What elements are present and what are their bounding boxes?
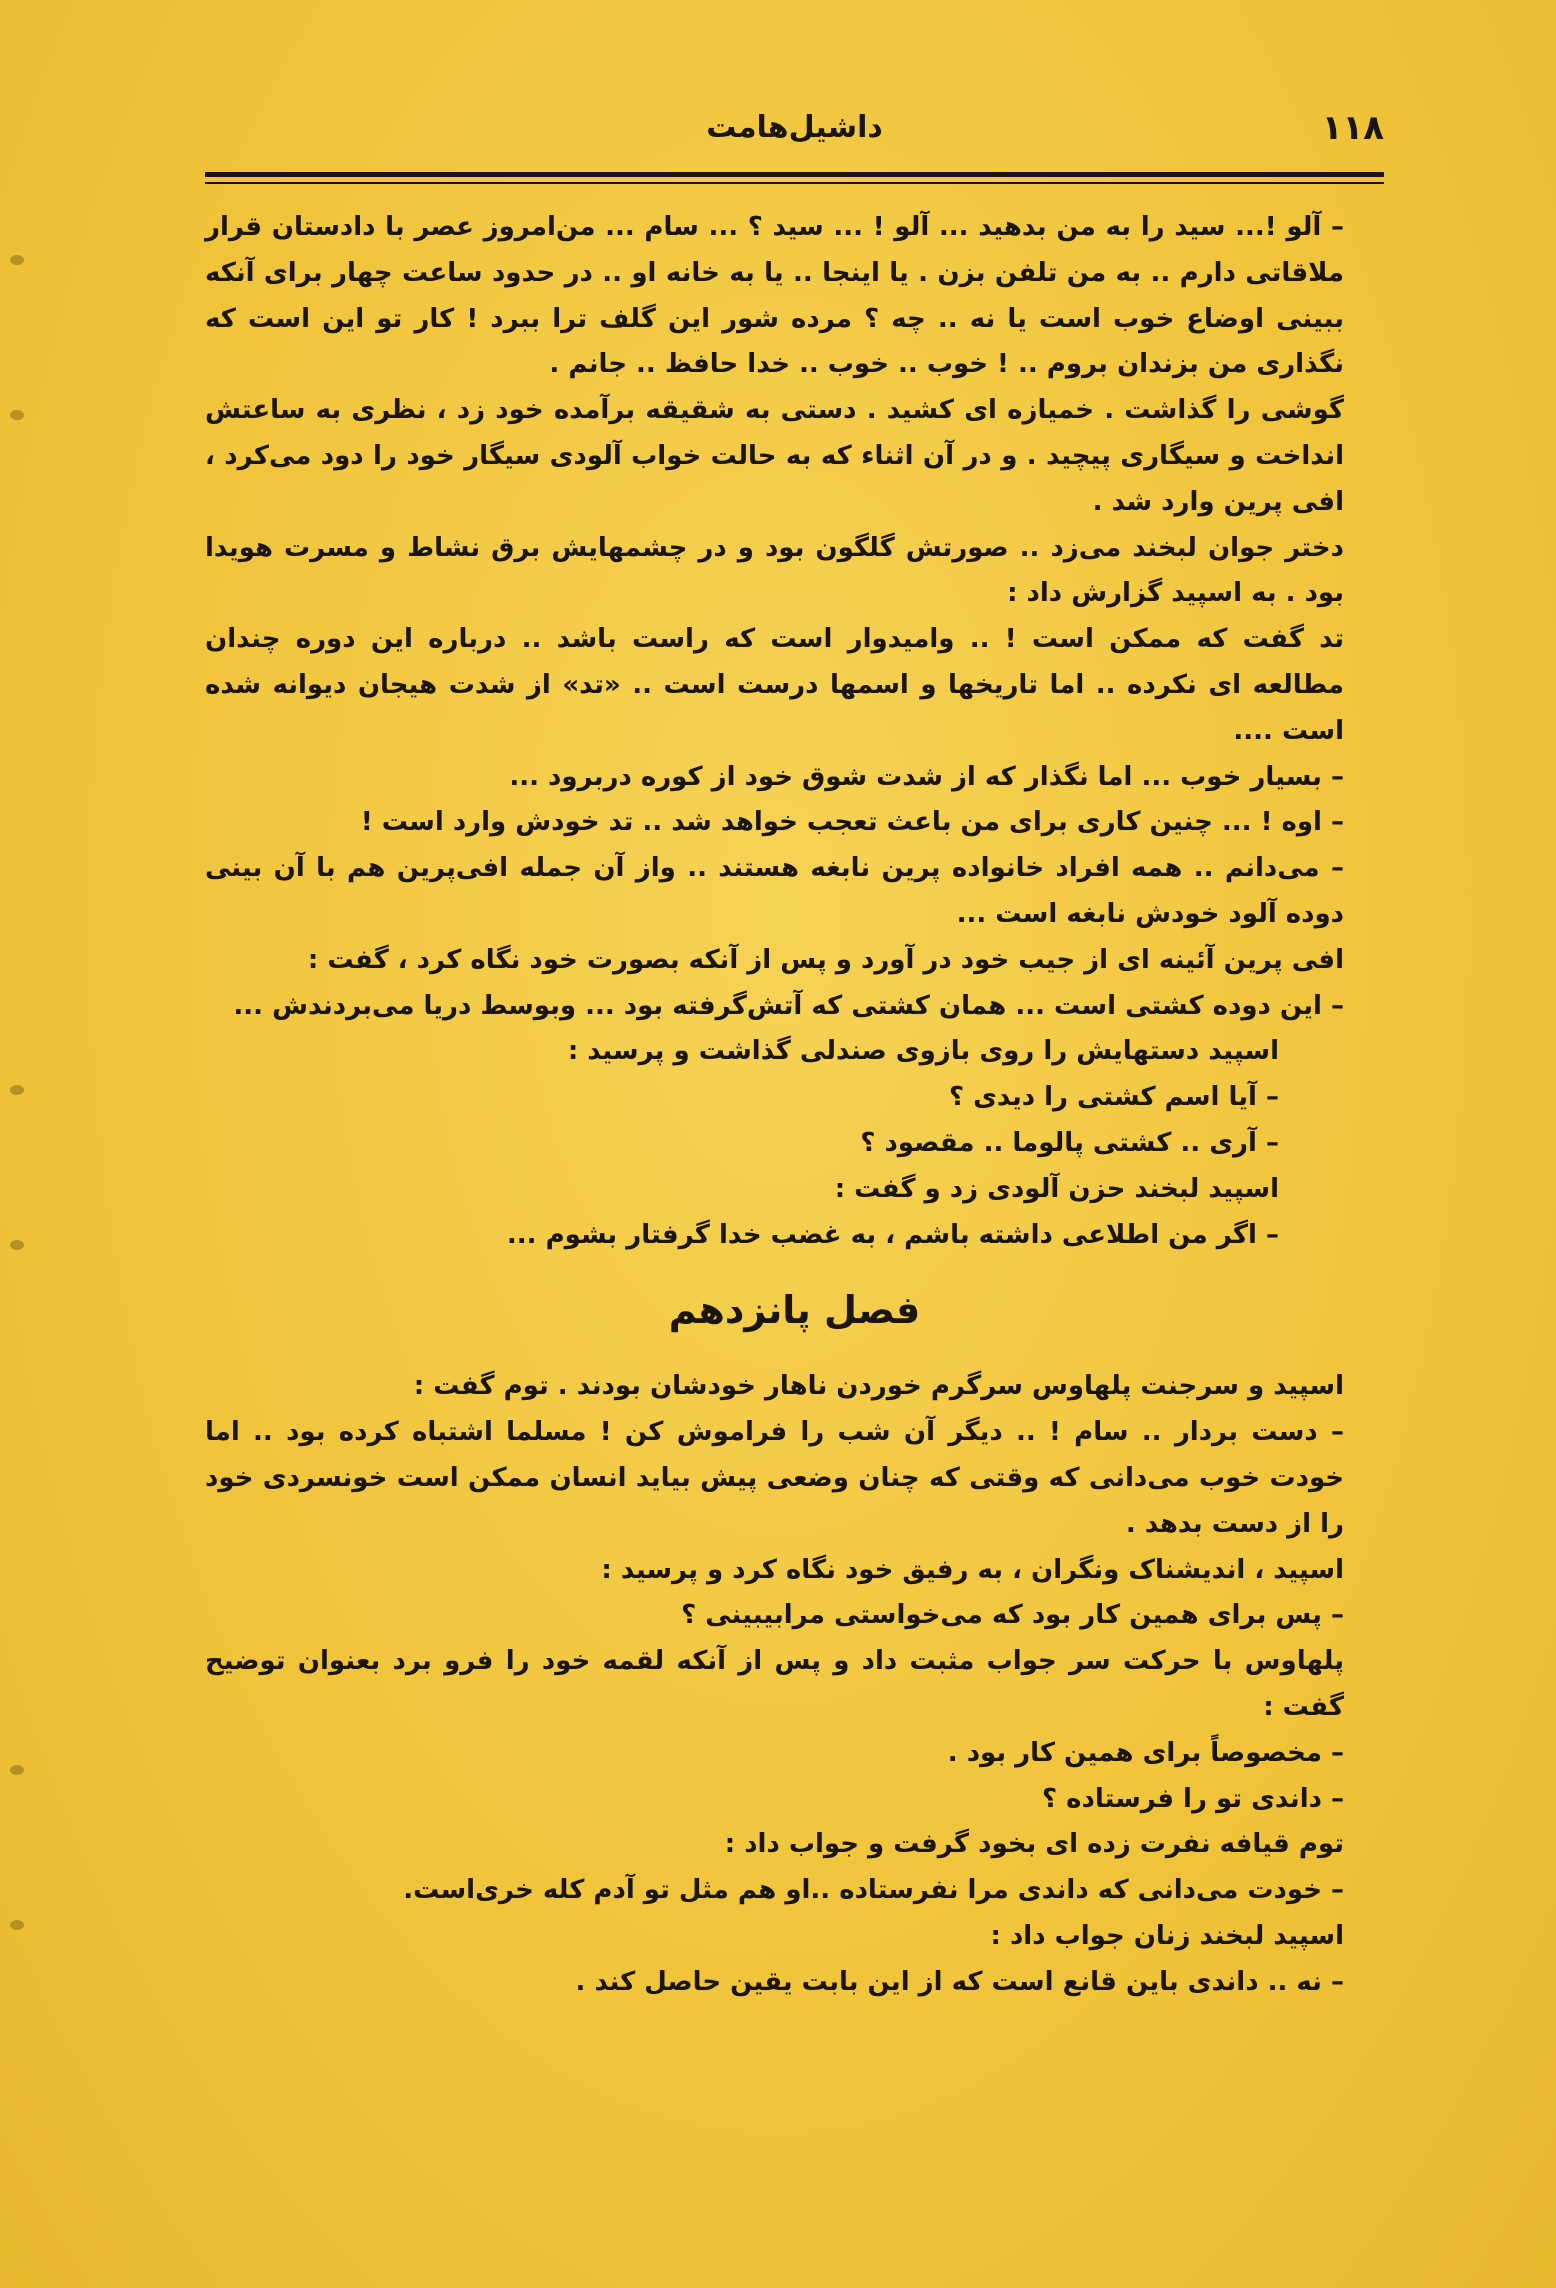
paragraph: – پس برای همین کار بود که می‌خواستی مرابیبینی ؟ xyxy=(681,1600,1344,1631)
paragraph: اسپید ، اندیشناک ونگران ، به رفیق خود نگاه کرد و پرسید : xyxy=(601,1554,1344,1585)
binding-hole xyxy=(10,1765,24,1775)
binding-hole xyxy=(10,1085,24,1095)
paragraph: اسپید لبخند حزن آلودی زد و گفت : xyxy=(834,1173,1279,1204)
paragraph: پلهاوس با حرکت سر جواب مثبت داد و پس از آنکه لقمه خود را فرو برد بعنوان توضیح گفت : xyxy=(205,1646,1344,1722)
paragraph: اسپید دستهایش را روی بازوی صندلی گذاشت و پرسید : xyxy=(567,1036,1279,1067)
paragraph: – آیا اسم کشتی را دیدی ؟ xyxy=(948,1082,1279,1113)
paragraph: افی پرین آئینه ای از جیب خود در آورد و پس از آنکه بصورت خود نگاه کرد ، گفت : xyxy=(307,944,1344,975)
paragraph: – نه .. داندی باین قانع است که از این بابت یقین حاصل کند . xyxy=(575,1966,1344,1997)
chapter-title: فصل پانزدهم xyxy=(668,1288,921,1333)
body-text xyxy=(205,205,1384,2005)
binding-hole xyxy=(10,1920,24,1930)
paragraph: – می‌دانم .. همه افراد خانواده پرین نابغه هستند .. واز آن جمله افی‌پرین هم با آن بینی دوده آلود خودش نابغه است ... xyxy=(205,853,1344,929)
paragraph: دختر جوان لبخند می‌زد .. صورتش گلگون بود و در چشمهایش برق نشاط و مسرت هویدا بود . به اسپید گزارش داد : xyxy=(205,532,1344,609)
paragraph: گوشی را گذاشت . خمیازه ای کشید . دستی به شقیقه برآمده خود زد ، نظری به ساعتش انداخت و سیگاری پیچید . و در آن اثناء که به حالت خواب آلودی سیگار خود را دود می‌کرد ، افی پرین وارد شد . xyxy=(205,395,1344,517)
paragraph: – مخصوصاً برای همین کار بود . xyxy=(947,1737,1344,1768)
paragraph: – دست بردار .. سام ! .. دیگر آن شب را فراموش کن ! مسلما اشتباه کرده بود .. اما خودت خوب می‌دانی که وقتی که چنان وضعی پیش بیاید انسان ممکن است خونسردی خود را از دست بدهد . xyxy=(205,1417,1344,1539)
paragraph: – این دوده کشتی است ... همان کشتی که آتش‌گرفته بود ... وبوسط دریا می‌بردندش ... xyxy=(233,990,1344,1021)
binding-hole xyxy=(10,255,24,265)
header-rule-thin xyxy=(205,182,1384,184)
paragraph: – خودت می‌دانی که داندی مرا نفرستاده ..او هم مثل تو آدم کله خری‌است. xyxy=(403,1875,1344,1906)
paragraph: – بسیار خوب ... اما نگذار که از شدت شوق خود از کوره دربرود ... xyxy=(509,761,1344,792)
paragraph: – آلو !... سید را به من بدهید ... آلو ! ... سید ؟ ... سام ... من‌امروز عصر با دادستان قرار ملاقاتی دارم .. به من تلفن بزن . یا اینجا .. یا به خانه او .. در حدود ساعت چهار برای آنکه ببینی اوضاع خوب است یا نه .. چه ؟ مرده شور این گلف ترا ببرد ! کار تو این است که نگذاری من بزندان بروم .. ! خوب .. خوب .. خدا حافظ .. جانم . xyxy=(205,212,1344,380)
paragraph: – آری .. کشتی پالوما .. مقصود ؟ xyxy=(860,1127,1279,1158)
binding-hole xyxy=(10,1240,24,1250)
binding-hole xyxy=(10,410,24,420)
paragraph: اسپید و سرجنت پلهاوس سرگرم خوردن ناهار خودشان بودند . توم گفت : xyxy=(413,1371,1344,1402)
page-number: ۱۱۸ xyxy=(1321,108,1384,148)
paragraph: اسپید لبخند زنان جواب داد : xyxy=(990,1920,1344,1951)
paragraph: – اگر من اطلاعی داشته باشم ، به غضب خدا گرفتار بشوم ... xyxy=(506,1219,1279,1250)
paragraph: – اوه ! ... چنین کاری برای من باعث تعجب خواهد شد .. تد خودش وارد است ! xyxy=(360,807,1344,838)
running-title: داشیل‌هامت xyxy=(706,110,883,145)
page-header xyxy=(205,108,1384,168)
paragraph: تد گفت که ممکن است ! .. وامیدوار است که راست باشد .. درباره این دوره چندان مطالعه ای نکرده .. اما تاریخها و اسمها درست است .. «تد» از شدت هیجان دیوانه شده است .... xyxy=(205,624,1344,746)
paragraph: – داندی تو را فرستاده ؟ xyxy=(1042,1783,1344,1814)
paragraph: توم قیافه نفرت زده ای بخود گرفت و جواب داد : xyxy=(724,1829,1344,1860)
header-rule-thick xyxy=(205,172,1384,177)
